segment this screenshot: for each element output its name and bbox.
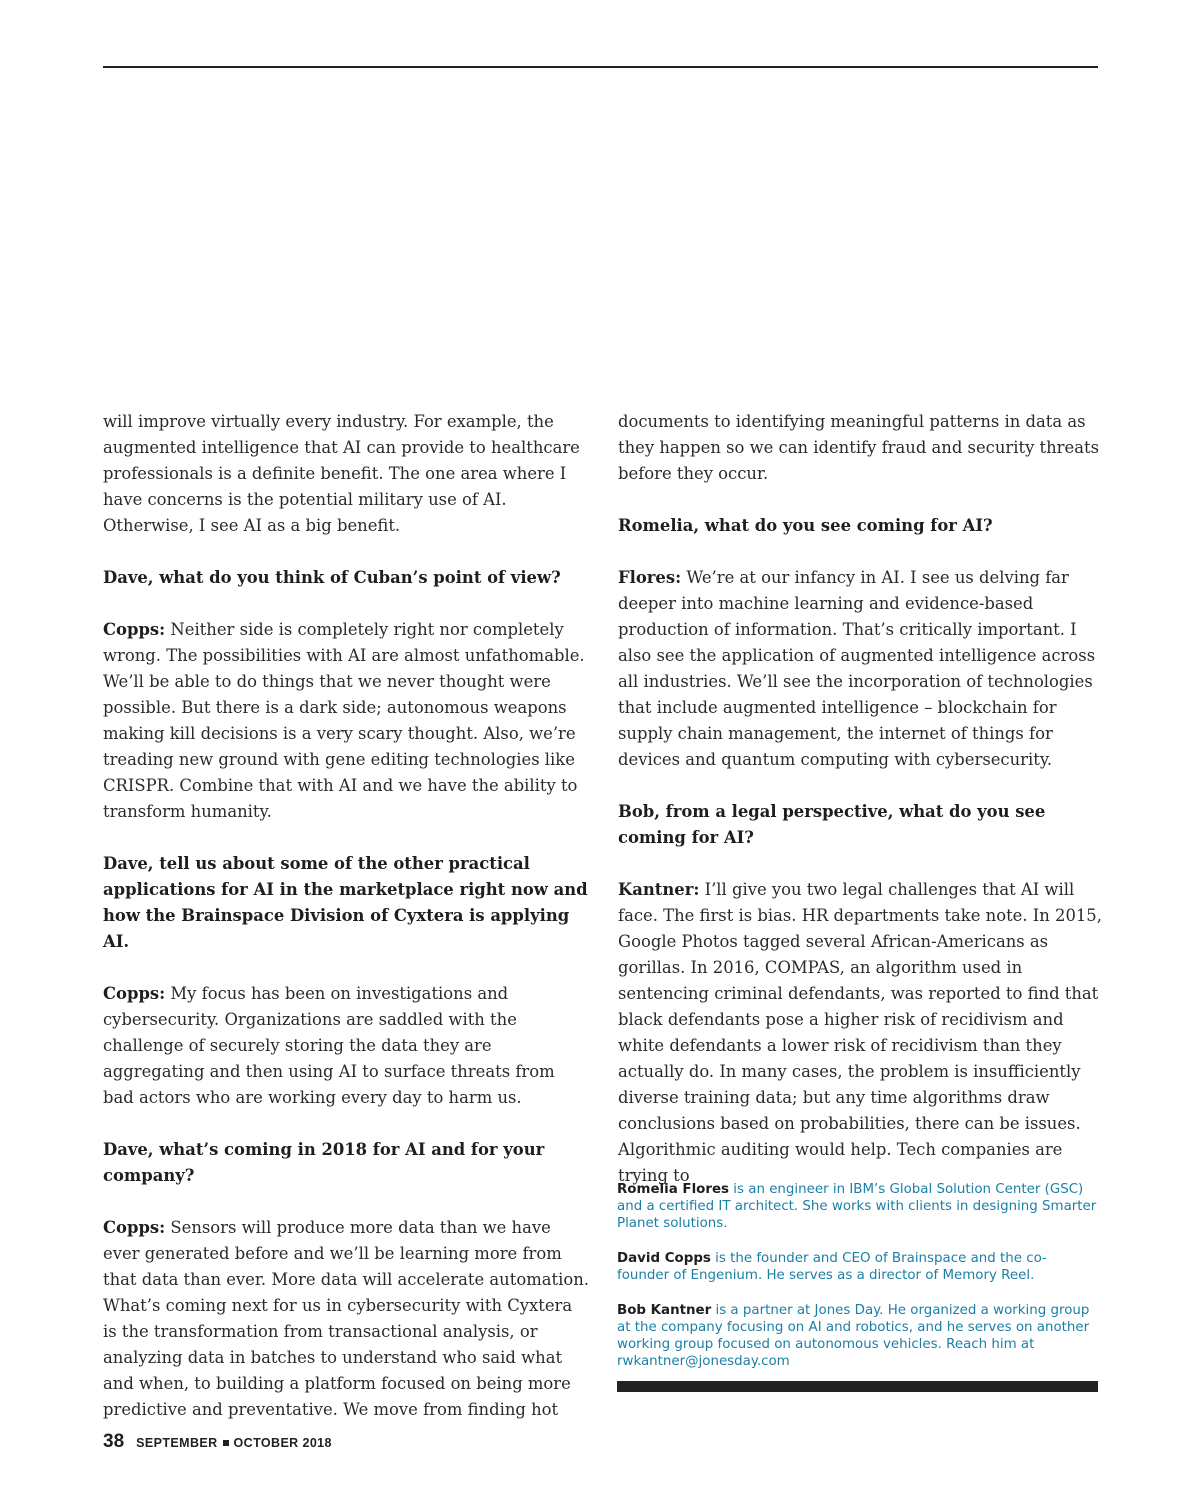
bio-text: is a partner at Jones Day. He organized a working group at the company focusing on AI and robotics, and he serves on another working group focused on autonomous vehicles. Reach him at rwkantner@jonesday.com bbox=[617, 1303, 1090, 1369]
square-separator-icon bbox=[223, 1440, 229, 1446]
speaker-name: Copps: bbox=[103, 620, 166, 639]
bio-romelia-flores bbox=[617, 1181, 1099, 1232]
interview-question: Dave, tell us about some of the other practical applications for AI in the marketplace right now and how the Brainspace Division of Cyxtera is applying AI. bbox=[103, 854, 588, 951]
speaker-name: Copps: bbox=[103, 1218, 166, 1237]
issue-month-start: SEPTEMBER bbox=[136, 1436, 218, 1450]
speaker-name: Flores: bbox=[618, 568, 682, 587]
top-rule bbox=[103, 66, 1098, 68]
interview-answer bbox=[103, 981, 590, 1111]
page-number: 38 bbox=[103, 1431, 125, 1452]
bio-bob-kantner bbox=[617, 1302, 1099, 1370]
interview-answer bbox=[103, 617, 590, 825]
paragraph-continued: will improve virtually every industry. For example, the augmented intelligence that AI can provide to healthcare professionals is a definite benefit. The one area where I have concerns is the potential military use of AI. Otherwise, I see AI as a big benefit. bbox=[103, 412, 580, 535]
bio-text: is the founder and CEO of Brainspace and the co-founder of Engenium. He serves as a director of Memory Reel. bbox=[617, 1251, 1047, 1283]
answer-text: I’ll give you two legal challenges that AI will face. The first is bias. HR departments take note. In 2015, Google Photos tagged several African-Americans as gorillas. In 2016, COMPAS, an algorithm used in sentencing criminal defendants, was reported to find that black defendants pose a higher risk of recidivism and white defendants a lower risk of recidivism than they actually do. In many cases, the problem is insufficiently diverse training data; but any time algorithms draw conclusions based on probabilities, there can be issues. Algorithmic auditing would help. Tech companies are trying to bbox=[618, 880, 1102, 1185]
answer-text: Sensors will produce more data than we have ever generated before and we’ll be learning more from that data than ever. More data will accelerate automation. What’s coming next for us in cybersecurity with Cyxtera is the transformation from transactional analysis, or analyzing data in batches to understand who said what and when, to building a platform focused on being more predictive and preventative. We move from finding hot bbox=[103, 1218, 589, 1419]
interview-question: Romelia, what do you see coming for AI? bbox=[618, 516, 993, 535]
speaker-name: Copps: bbox=[103, 984, 166, 1003]
bio-name: David Copps bbox=[617, 1251, 711, 1266]
bio-david-copps bbox=[617, 1250, 1099, 1284]
paragraph-continued: documents to identifying meaningful patterns in data as they happen so we can identify fraud and security threats before they occur. bbox=[618, 412, 1099, 483]
answer-text: Neither side is completely right nor completely wrong. The possibilities with AI are almost unfathomable. We’ll be able to do things that we never thought were possible. But there is a dark side; autonomous weapons making kill decisions is a very scary thought. Also, we’re treading new ground with gene editing technologies like CRISPR. Combine that with AI and we have the ability to transform humanity. bbox=[103, 620, 585, 821]
bio-text: is an engineer in IBM’s Global Solution Center (GSC) and a certified IT architect. She works with clients in designing Smarter Planet solutions. bbox=[617, 1182, 1097, 1231]
bio-name: Romelia Flores bbox=[617, 1182, 730, 1197]
issue-month-end: OCTOBER 2018 bbox=[233, 1436, 332, 1450]
answer-text: We’re at our infancy in AI. I see us delving far deeper into machine learning and evidence-based production of information. That’s critically important. I also see the application of augmented intelligence across all industries. We’ll see the incorporation of technologies that include augmented intelligence – blockchain for supply chain management, the internet of things for devices and quantum computing with cybersecurity. bbox=[618, 568, 1096, 769]
interview-answer bbox=[618, 877, 1105, 1189]
article-column-right bbox=[618, 409, 1105, 1189]
bio-name: Bob Kantner bbox=[617, 1303, 712, 1318]
interview-question: Dave, what’s coming in 2018 for AI and for your company? bbox=[103, 1140, 545, 1185]
issue-date bbox=[136, 1436, 332, 1450]
contributor-bios bbox=[617, 1181, 1099, 1388]
answer-text: My focus has been on investigations and cybersecurity. Organizations are saddled with the challenge of securely storing the data they are aggregating and then using AI to surface threats from bad actors who are working every day to harm us. bbox=[103, 984, 555, 1107]
interview-question: Bob, from a legal perspective, what do you see coming for AI? bbox=[618, 802, 1046, 847]
interview-answer bbox=[618, 565, 1105, 773]
page-footer bbox=[103, 1431, 332, 1453]
speaker-name: Kantner: bbox=[618, 880, 700, 899]
interview-answer bbox=[103, 1215, 590, 1423]
article-column-left bbox=[103, 409, 590, 1423]
bios-bottom-bar bbox=[617, 1381, 1098, 1392]
interview-question: Dave, what do you think of Cuban’s point of view? bbox=[103, 568, 561, 587]
